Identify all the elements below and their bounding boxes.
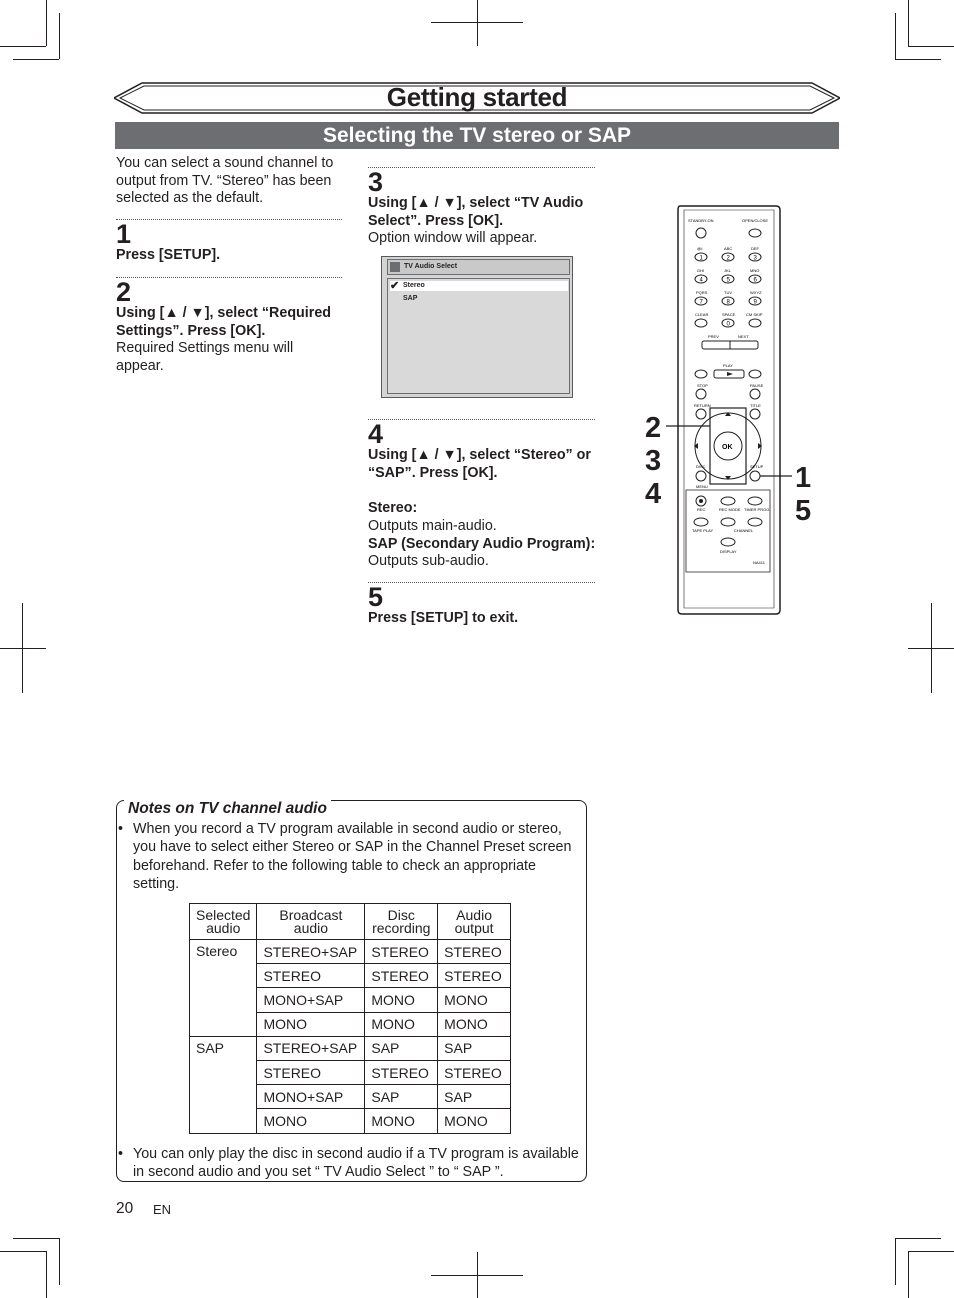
divider [368,419,595,420]
table-cell: SAP [190,1036,257,1133]
remote-label: DEF [751,246,759,251]
stereo-description: Outputs main-audio. [368,517,497,534]
crop-mark [46,0,47,46]
divider [116,219,342,220]
table-cell: MONO [438,988,511,1012]
divider [116,277,342,278]
crop-mark [477,0,478,46]
remote-label: OPEN/CLOSE [742,218,769,223]
table-row [190,1036,511,1060]
remote-label: STOP [697,383,708,388]
divider [368,582,595,583]
remote-label: TIMER PROG. [744,507,771,512]
crop-mark [908,1251,909,1298]
table-cell: MONO+SAP [257,988,365,1012]
remote-digit: 6 [753,277,757,284]
remote-label: JKL [724,268,731,273]
callout-number: 2 [645,412,662,444]
up-arrow-icon: ▲ [164,305,179,321]
crop-mark [895,1238,896,1285]
remote-label: SETUP [750,464,764,469]
remote-label: GHI [697,268,705,273]
table-header: Selected audio [190,904,257,940]
down-arrow-icon: ▼ [190,305,205,321]
bullet: • [118,1146,124,1162]
remote-label: TUV [724,290,732,295]
osd-option-stereo[interactable]: Stereo [403,282,425,289]
table-cell: STEREO [257,1060,365,1084]
callout-number: 1 [795,462,812,494]
table-cell: MONO [365,1109,438,1133]
remote-digit: 9 [753,299,757,306]
callout-number: 4 [645,478,662,510]
table-cell: Stereo [190,940,257,1037]
page-title: Getting started [386,82,568,112]
table-cell: MONO [438,1012,511,1036]
crop-mark [46,1251,47,1298]
language-code: EN [153,1202,172,1217]
remote-label: NA411 [753,560,765,565]
remote-label: CHANNEL [734,528,754,533]
table-cell: STEREO+SAP [257,1036,365,1060]
down-arrow-icon: ▼ [442,195,457,211]
step-text: / [430,195,443,211]
notes-title: Notes on TV channel audio [124,800,331,818]
table-cell: STEREO+SAP [257,940,365,964]
crop-mark [895,13,896,59]
note-item [118,1145,583,1182]
remote-label: TITLE [750,403,761,408]
callout-number: 3 [645,445,662,477]
remote-label: PAUSE [750,383,764,388]
table-cell: SAP [438,1036,511,1060]
remote-label: DISPLAY [720,549,737,554]
step-text: Using [ [368,447,417,463]
step-instruction: Press [SETUP]. [116,247,221,263]
step-instruction: Press [SETUP] to exit. [368,610,519,626]
step-instruction [116,305,344,376]
remote-digit: 4 [699,277,703,284]
remote-label: RETURN [694,403,711,408]
sap-label: SAP (Secondary Audio Program): [368,535,596,552]
remote-label: MENU [696,484,708,489]
crop-mark [0,648,46,649]
bullet: • [118,821,124,837]
crop-mark [908,1251,954,1252]
table-cell: MONO [365,988,438,1012]
remote-digit: 3 [753,255,757,262]
table-cell: MONO [365,1012,438,1036]
remote-label: DISC [696,464,706,469]
crop-mark [13,59,59,60]
table-cell: STEREO [365,940,438,964]
step-number: 4 [368,419,384,449]
remote-label: PLAY [723,363,733,368]
table-cell: SAP [438,1085,511,1109]
intro-text: You can select a sound channel to output from TV. “Stereo” has been selected as the default. [116,155,334,206]
step-result: Option window will appear. [368,230,538,247]
remote-label: REC MODE [719,507,741,512]
crop-mark [477,1252,478,1298]
osd-option-sap[interactable]: SAP [403,295,418,302]
remote-digit: 8 [726,299,730,306]
crop-mark [59,13,60,59]
remote-label: OK [722,444,733,451]
table-cell: STEREO [365,964,438,988]
down-arrow-icon: ▼ [442,447,457,463]
note-text: You can only play the disc in second audio if a TV program is available in second audio and you set “ TV Audio Select ” to “ SAP ”. [133,1146,579,1181]
remote-label: REC [697,507,706,512]
table-header: Disc recording [365,904,438,940]
section-title: Selecting the TV stereo or SAP [115,122,839,149]
step-instruction [368,195,596,248]
remote-label: SPACE [722,312,736,317]
remote-label: PREV [708,334,719,339]
remote-digit: 5 [726,277,730,284]
up-arrow-icon: ▲ [416,447,431,463]
checkmark-icon: ✔ [390,280,400,292]
remote-digit: 1 [699,255,703,262]
remote-digit: 2 [726,255,730,262]
table-cell: STEREO [438,964,511,988]
crop-mark [908,0,909,46]
remote-label: PQRS [696,290,708,295]
page-number: 20 [116,1200,134,1217]
table-cell: SAP [365,1085,438,1109]
crop-mark [895,1238,941,1239]
up-arrow-icon: ▲ [416,195,431,211]
step-text: / [430,447,443,463]
table-header: Audio output [438,904,511,940]
remote-label: TAPE PLAY [692,528,714,533]
callout-number: 5 [795,495,812,527]
crop-mark [0,46,46,47]
remote-digit: 7 [699,299,703,306]
remote-label: CLEAR [695,312,709,317]
table-row [190,940,511,964]
step-instruction [368,447,600,571]
audio-settings-table [189,903,511,1134]
remote-label: ABC [724,246,733,251]
step-number: 5 [368,582,384,612]
osd-title-text: TV Audio Select [404,263,458,270]
remote-label: WXYZ [750,290,762,295]
step-text: Using [ [116,305,165,321]
table-cell: STEREO [438,1060,511,1084]
remote-label: @/: [697,246,704,251]
stereo-label: Stereo: [368,500,418,517]
remote-label: NEXT [738,334,749,339]
crop-mark [59,1238,60,1285]
table-cell: SAP [365,1036,438,1060]
note-item [118,820,583,894]
step-number: 1 [116,219,132,249]
remote-label: STANDBY-ON [688,218,714,223]
crop-mark [931,603,932,693]
step-text: ], select “Stereo” or “SAP”. Press [OK]. [368,447,591,481]
step-text: ], select “TV Audio Select”. Press [OK]. [368,195,584,229]
table-cell: MONO [257,1012,365,1036]
table-cell: STEREO [257,964,365,988]
remote-control-illustration [640,200,820,620]
table-cell: MONO [257,1109,365,1133]
step-result: Required Settings menu will appear. [116,340,294,375]
crop-mark [908,46,954,47]
remote-digit: 0 [726,321,730,328]
table-cell: MONO+SAP [257,1085,365,1109]
crop-mark [895,59,941,60]
step-text: ], select “Required Settings”. Press [OK]. [116,305,332,339]
remote-label: MNO [750,268,760,273]
osd-title [387,259,570,275]
table-cell: STEREO [438,940,511,964]
divider [368,167,595,168]
table-cell: MONO [438,1109,511,1133]
step-number: 3 [368,167,384,197]
crop-mark [0,1251,46,1252]
step-text: / [178,305,191,321]
wrench-icon [390,262,400,272]
step-number: 2 [116,277,132,307]
sap-description: Outputs sub-audio. [368,553,489,570]
remote-label: CM SKIP [746,312,763,317]
crop-mark [13,1238,59,1239]
table-header: Broadcast audio [257,904,365,940]
table-cell: STEREO [365,1060,438,1084]
note-text: When you record a TV program available in second audio or stereo, you have to select either Stereo or SAP in the Channel Preset screen beforehand. Refer to the following table to check an appropriate setting. [133,821,572,893]
step-text: Using [ [368,195,417,211]
crop-mark [22,603,23,693]
table-header-row [190,904,511,940]
